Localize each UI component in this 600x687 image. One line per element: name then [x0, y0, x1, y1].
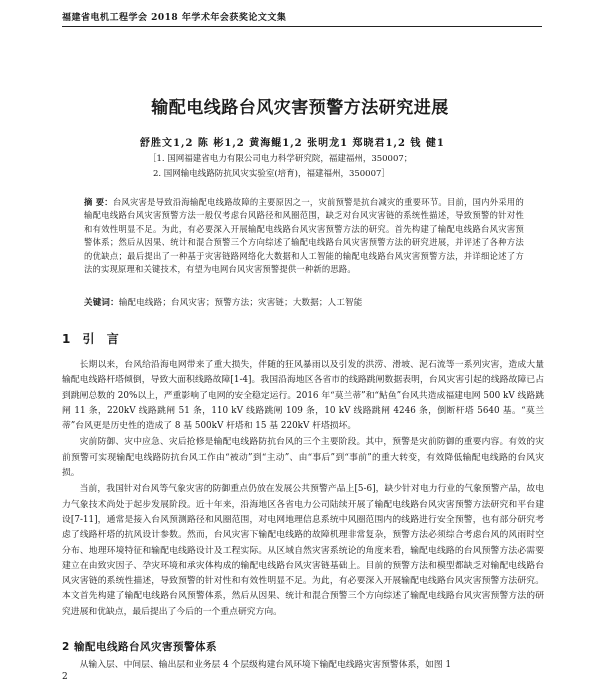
abstract-text: 台风灾害是导致沿海输配电线路故障的主要原因之一，灾前预警是抗台减灾的重要环节。目前，国内外采用的输配电线路台风灾害预警方法一般仅考虑台风路径和风圈范围，缺乏对台风灾害链的系统性描述，导致预警的针对性和有效性明显不足。为此，有必要深入开展输配电线路台风灾害预警方法的研究。首先构建了输配电线路台风灾害预警体系；然后从因果、统计和混合预警三个方向综述了输配电线路台风灾害预警方法的研究进展，并评述了各种方法的优缺点；最后提出了一种基于灾害链路网络化大数据和人工智能的输配电线路台风灾害预警方法，并详细论述了方法的实现原理和关键技术，有望为电网台风灾害预警提供一种新的思路。 [84, 197, 524, 275]
abstract-label: 摘 要： [84, 197, 113, 207]
affiliation-2: 2. 国网输电线路防抗风灾实验室(培育)，福建福州，350007］ [153, 169, 390, 179]
paragraph: 从输入层、中间层、输出层和业务层 4 个层级构建台风环境下输配电线路灾害预警体系，如图 1 [79, 660, 452, 670]
paragraph: 灾前防御、灾中应急、灾后抢修是输配电线路防抗台风的三个主要阶段。其中，预警是灾前防御的重要内容。有效的灾前预警可实现输配电线路防抗台风工作由“被动”到“主动”、由“事后”到“事前”的重大转变，有效降低输配电线路的台风灾损。 [62, 437, 544, 479]
running-header: 福建省电机工程学会 2018 年学术年会获奖论文文集 [62, 10, 542, 27]
section-heading-warning-system: 2 输配电线路台风灾害预警体系 [62, 641, 217, 653]
author-list: 舒胜文1,2 陈 彬1,2 黄海鲲1,2 张明龙1 郑晓君1,2 钱 健1 [140, 138, 445, 149]
keywords [84, 296, 524, 308]
page-number: 2 [62, 672, 68, 682]
keywords-label: 关键词： [84, 298, 119, 308]
affiliations [148, 152, 548, 182]
paragraph: 当前，我国针对台风等气象灾害的防御重点仍放在发展公共预警产品上[5-6]，缺少针对电力行业的气象预警产品，故电力气象技术尚处于起步发展阶段。近十年来，沿海地区各省电力公司陆续开展了输配电线路台风灾害预警方法研究和平台建设[7-11]，通常是接入台风预测路径和风圈范围，对电网地理信息系统中风圈范围内的线路进行安全预警，也有部分研究考虑了线路杆塔的抗风设计参数。然而，台风灾害下输配电线路的故障机理非常复杂，预警方法必须综合考虑台风的风雨时空分布、地理环境特征和输配电线路设计及工程实际。从区域自然灾害系统论的角度来看，输配电线路的台风预警方法必需要建立在由致灾因子、孕灾环境和承灾体构成的输配电线路台风灾害链基础上。目前的预警方法和模型都缺乏对输配电线路台风灾害链的系统性描述，导致预警的针对性和有效性明显不足。为此，有必要深入开展输配电线路台风灾害预警方法研究。本文首先构建了输配电线路台风预警体系，然后从因果、统计和混合预警三个方向综述了输配电线路台风灾害预警方法的研究进展和优缺点，最后提出了今后的一个重点研究方向。 [62, 484, 544, 617]
abstract [84, 196, 524, 276]
paper-title: 输配电线路台风灾害预警方法研究进展 [151, 98, 449, 118]
keywords-text: 输配电线路；台风灾害；预警方法；灾害链；大数据；人工智能 [118, 298, 363, 308]
section-heading-introduction: 1 引 言 [62, 332, 123, 346]
affiliation-1: ［1. 国网福建省电力有限公司电力科学研究院，福建福州，350007； [148, 154, 413, 164]
paragraph: 长期以来，台风给沿海电网带来了重大损失，伴随的狂风暴雨以及引发的洪涝、滑坡、泥石流等一系列灾害，造成大量输配电线路杆塔倾倒，导致大面积线路故障[1-4]。我国沿海地区各省市的线路跳闸数据表明，台风灾害引起的线路故障已占到跳闸总数的 20%以上，严重影响了电网的安全稳定运行。2016 年“莫兰蒂”和“鲇鱼”台风共造成福建电网 500 kV 线路跳闸 11 条，220kV 线路跳闸 51 条，110 kV 线路跳闸 109 条，10 kV 线路跳闸 4246 条，倒断杆塔 5640 基。“莫兰蒂”台风更是历史性的造成了 8 基 500kV 杆塔和 15 基 220kV 杆塔损坏。 [62, 360, 544, 432]
introduction-body [62, 358, 544, 621]
